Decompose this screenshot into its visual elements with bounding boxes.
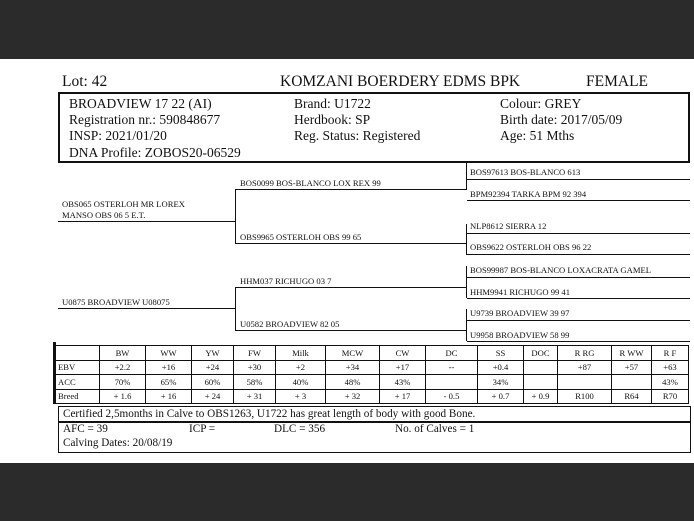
pedigree-ggp-8: U9958 BROADVIEW 58 99 — [470, 330, 570, 340]
ped-line — [467, 179, 690, 180]
breed-cell: R70 — [652, 389, 689, 404]
ped-line — [58, 221, 236, 222]
ebv-col-header: MCW — [326, 346, 380, 361]
ped-line — [235, 189, 236, 244]
calves-count: No. of Calves = 1 — [395, 423, 475, 435]
acc-cell: ACC — [56, 375, 100, 390]
ebv-cell: +30 — [234, 360, 276, 375]
ebv-cell: +57 — [612, 360, 652, 375]
ebv-cell: +2 — [276, 360, 326, 375]
ebv-cell — [524, 360, 558, 375]
colour: Colour: GREY — [500, 96, 582, 111]
ped-line — [236, 243, 467, 244]
ebv-col-header: FW — [234, 346, 276, 361]
acc-cell — [524, 375, 558, 390]
ebv-col-header: Milk — [276, 346, 326, 361]
acc-cell: 48% — [326, 375, 380, 390]
brand: Brand: U1722 — [294, 96, 371, 111]
pedigree-dam: U0875 BROADVIEW U08075 — [62, 297, 170, 307]
ebv-col-header: R RG — [558, 346, 612, 361]
breed-cell: + 31 — [234, 389, 276, 404]
ebv-col-header: BW — [100, 346, 146, 361]
pedigree-sire-line1: OBS065 OSTERLOH MR LOREX — [62, 199, 185, 209]
registration-status: Reg. Status: Registered — [294, 128, 421, 143]
acc-cell: 34% — [478, 375, 524, 390]
animal-name: BROADVIEW 17 22 (AI) — [69, 96, 212, 111]
ped-line — [467, 320, 690, 321]
pedigree-ggp-7: U9739 BROADVIEW 39 97 — [470, 308, 570, 318]
pedigree-ggp-6: HHM9941 RICHUGO 99 41 — [470, 287, 571, 297]
acc-cell — [426, 375, 478, 390]
pedigree-sire-line2: MANSO OBS 06 5 E.T. — [62, 210, 146, 220]
breed-cell: R100 — [558, 389, 612, 404]
ebv-col-header: DOC — [524, 346, 558, 361]
acc-cell: 43% — [380, 375, 426, 390]
ebv-col-header: WW — [146, 346, 192, 361]
ped-line — [58, 308, 236, 309]
info-left-border — [58, 93, 60, 161]
ebv-col-header: DC — [426, 346, 478, 361]
pedigree-sire-sire: BOS0099 BOS-BLANCO LOX REX 99 — [240, 178, 381, 188]
pedigree-ggp-3: NLP8612 SIERRA 12 — [470, 221, 547, 231]
ped-line — [466, 162, 467, 189]
breed-cell: + 32 — [326, 389, 380, 404]
ped-line — [467, 200, 690, 201]
breed-cell: + 0.9 — [524, 389, 558, 404]
pedigree-ggp-5: BOS99987 BOS-BLANCO LOXACRATA GAMEL — [470, 265, 651, 275]
breed-row — [56, 389, 689, 404]
afc-value: AFC = 39 — [63, 423, 108, 435]
ped-line — [466, 266, 467, 298]
pedigree-ggp-4: OBS9622 OSTERLOH OBS 96 22 — [470, 242, 592, 252]
info-bottom-border — [58, 161, 690, 163]
breed-cell: + 17 — [380, 389, 426, 404]
ped-line — [467, 298, 690, 299]
ebv-cell: +24 — [192, 360, 234, 375]
sex-label: FEMALE — [586, 73, 648, 90]
ebv-table — [55, 345, 689, 404]
breed-cell: + 3 — [276, 389, 326, 404]
breeder-name: KOMZANI BOERDERY EDMS BPK — [280, 73, 521, 90]
ped-line — [467, 254, 690, 255]
ped-line — [467, 341, 690, 342]
ped-line — [467, 233, 690, 234]
ebv-col-header — [56, 346, 100, 361]
breed-cell: + 24 — [192, 389, 234, 404]
acc-cell — [558, 375, 612, 390]
calving-dates: Calving Dates: 20/08/19 — [63, 437, 173, 449]
age: Age: 51 Mths — [500, 128, 575, 143]
lot-catalogue-page — [0, 59, 694, 463]
ebv-cell: +16 — [146, 360, 192, 375]
ebv-col-header: YW — [192, 346, 234, 361]
ebv-header-row — [56, 346, 689, 361]
breed-cell: - 0.5 — [426, 389, 478, 404]
dna-profile: DNA Profile: ZOBOS20-06529 — [69, 145, 241, 160]
ebv-cell: EBV — [56, 360, 100, 375]
acc-cell: 60% — [192, 375, 234, 390]
pedigree-dam-sire: HHM037 RICHUGO 03 7 — [240, 276, 332, 286]
top-dark-bar — [0, 0, 694, 59]
ebv-cell: +63 — [652, 360, 689, 375]
ebv-cell: -- — [426, 360, 478, 375]
pedigree-sire-dam: OBS9965 OSTERLOH OBS 99 65 — [240, 232, 362, 242]
ped-line — [466, 309, 467, 341]
inspection-date: INSP: 2021/01/20 — [69, 128, 167, 143]
breed-cell: + 16 — [146, 389, 192, 404]
header-rule — [58, 92, 690, 94]
dlc-value: DLC = 356 — [274, 423, 326, 435]
icp-value: ICP = — [189, 423, 216, 435]
ebv-cell: +34 — [326, 360, 380, 375]
ebv-col-header: R F — [652, 346, 689, 361]
lot-number: Lot: 42 — [62, 73, 108, 90]
ped-line — [466, 224, 467, 255]
breed-cell: R64 — [612, 389, 652, 404]
acc-cell: 65% — [146, 375, 192, 390]
ped-line — [235, 287, 236, 331]
ped-line — [236, 330, 467, 331]
herdbook: Herdbook: SP — [294, 112, 371, 127]
ped-line — [236, 287, 467, 288]
ebv-cell: +2.2 — [100, 360, 146, 375]
breed-cell: Breed — [56, 389, 100, 404]
ebv-cell: +0.4 — [478, 360, 524, 375]
ebv-col-header: SS — [478, 346, 524, 361]
acc-cell: 70% — [100, 375, 146, 390]
pedigree-ggp-1: BOS97613 BOS-BLANCO 613 — [470, 167, 581, 177]
ebv-col-header: R WW — [612, 346, 652, 361]
ebv-cell: +17 — [380, 360, 426, 375]
acc-cell: 40% — [276, 375, 326, 390]
ebv-col-header: CW — [380, 346, 426, 361]
ped-line — [236, 189, 467, 190]
birth-date: Birth date: 2017/05/09 — [500, 112, 623, 127]
fertility-box — [58, 421, 691, 453]
acc-cell: 43% — [652, 375, 689, 390]
breed-cell: + 1.6 — [100, 389, 146, 404]
pedigree-ggp-2: BPM92394 TARKA BPM 92 394 — [470, 189, 587, 199]
ped-line — [467, 277, 690, 278]
info-right-border — [688, 93, 690, 161]
acc-cell — [612, 375, 652, 390]
pedigree-dam-dam: U0582 BROADVIEW 82 05 — [240, 319, 340, 329]
comment-text: Certified 2,5months in Calve to OBS1263, U1722 has great length of body with good Bone. — [63, 408, 476, 420]
breed-cell: + 0.7 — [478, 389, 524, 404]
registration-number: Registration nr.: 590848677 — [69, 112, 221, 127]
ebv-cell: +87 — [558, 360, 612, 375]
bottom-dark-bar — [0, 463, 694, 521]
acc-cell: 58% — [234, 375, 276, 390]
acc-row — [56, 375, 689, 390]
ebv-row — [56, 360, 689, 375]
